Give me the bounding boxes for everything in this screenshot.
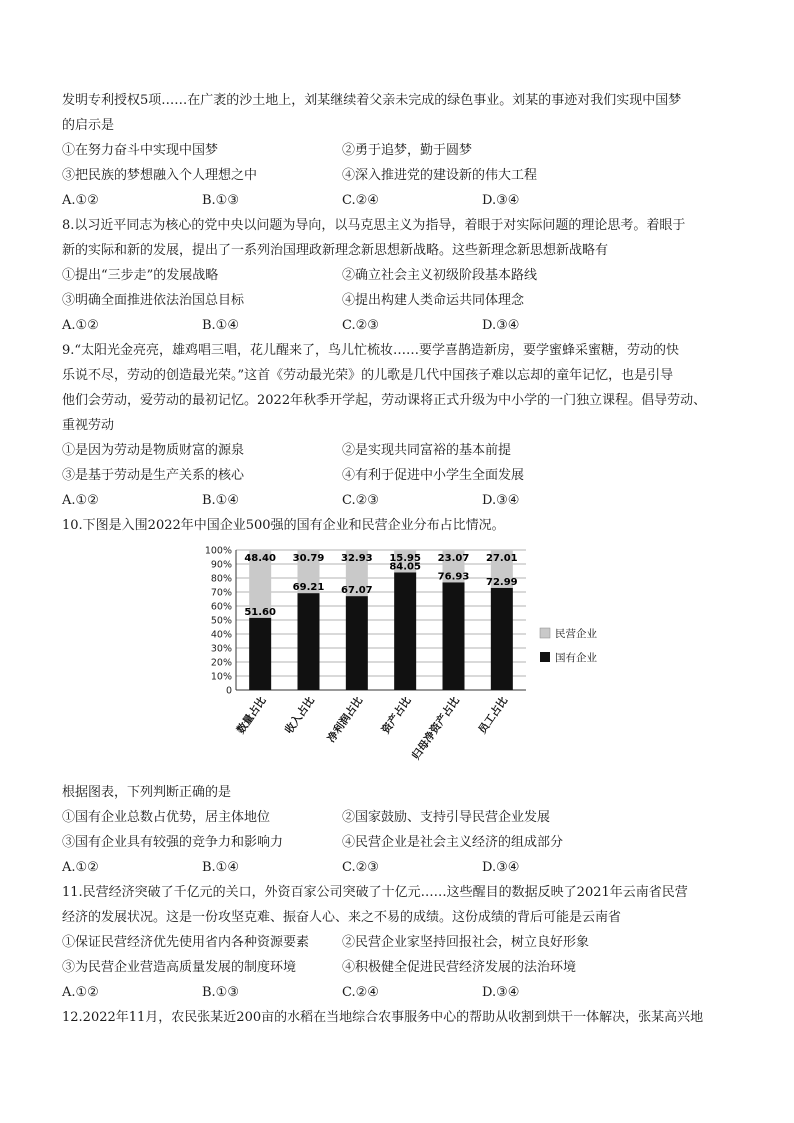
q9-choice-d: D.③④: [482, 493, 520, 508]
q10-choice-d: D.③④: [482, 860, 520, 875]
q10-option-2: ②国家鼓励、支持引导民营企业发展: [342, 810, 551, 825]
q10-choice-a: A.①②: [62, 860, 99, 875]
q8-choice-b: B.①④: [202, 318, 239, 333]
y-tick-label: 50%: [210, 615, 232, 627]
q7-option-3: ③把民族的梦想融入个人理想之中: [62, 168, 258, 183]
q7-choice-b: B.①③: [202, 193, 239, 208]
q7-stem-2: 的启示是: [62, 118, 115, 133]
data-label-state: 51.60: [244, 606, 276, 618]
q12-stem-1: 12.2022年11月，农民张某近200亩的水稻在当地综合农事服务中心的帮助从收割到烘干一体解决，张某高兴地: [62, 1010, 704, 1025]
bar-state-owned: [249, 618, 271, 690]
y-tick-label: 80%: [210, 573, 232, 585]
data-label-state: 69.21: [292, 582, 325, 594]
data-label-private: 15.95: [389, 553, 421, 564]
q9-options-row2: [62, 463, 734, 488]
q7-choice-d: D.③④: [482, 193, 520, 208]
q11-option-3: ③为民营企业营造高质量发展的制度环境: [62, 960, 297, 975]
q9-choice-c: C.②③: [342, 493, 379, 508]
q7-option-1: ①在努力奋斗中实现中国梦: [62, 143, 219, 158]
q9-option-2: ②是实现共同富裕的基本前提: [342, 443, 512, 458]
q11-option-1: ①保证民营经济优先使用省内各种资源要素: [62, 935, 310, 950]
q11-option-2: ②民营企业家坚持回报社会，树立良好形象: [342, 935, 590, 950]
q9-stem-3: 他们会劳动，爱劳动的最初记忆。2022年秋季开学起，劳动课将正式升级为中小学的一门独立课程。倡导劳动、: [62, 393, 707, 408]
q9-choice-a: A.①②: [62, 493, 99, 508]
q8-choices: [62, 313, 734, 338]
q10-choice-c: C.②③: [342, 860, 379, 875]
y-tick-label: 30%: [210, 643, 232, 655]
q9-option-4: ④有利于促进中小学生全面发展: [342, 468, 525, 483]
y-tick-label: 10%: [210, 671, 232, 683]
q8-option-1: ①提出“三步走”的发展战略: [62, 268, 219, 283]
q9-option-3: ③是基于劳动是生产关系的核心: [62, 468, 245, 483]
q9-choices: [62, 488, 734, 513]
x-tick-label: 员工占比: [476, 694, 511, 737]
x-tick-label: 收入占比: [283, 694, 317, 737]
data-label-state: 84.05: [389, 561, 421, 573]
x-tick-label: 数量占比: [234, 694, 269, 737]
q8-option-2: ②确立社会主义初级阶段基本路线: [342, 268, 538, 283]
bar-state-owned: [346, 596, 368, 690]
q10-chart-container: [62, 542, 734, 774]
q11-choice-c: C.②④: [342, 985, 379, 1000]
bar-state-owned: [394, 572, 416, 690]
enterprise-share-chart: [198, 542, 618, 774]
y-tick-label: 40%: [210, 629, 232, 641]
q7-choice-c: C.②④: [342, 193, 379, 208]
q11-stem-1: 11.民营经济突破了千亿元的关口，外资百家公司突破了十亿元……这些醒目的数据反映了2021年云南省民营: [62, 885, 688, 900]
q11-choice-b: B.①③: [202, 985, 239, 1000]
q9-stem-2: 乐说不尽，劳动的创造最光荣。”这首《劳动最光荣》的儿歌是几代中国孩子难以忘却的童年记忆，也是引导: [62, 368, 674, 383]
q8-choice-c: C.②③: [342, 318, 379, 333]
q7-choice-a: A.①②: [62, 193, 99, 208]
data-label-private: 27.01: [486, 553, 518, 564]
q7-option-4: ④深入推进党的建设新的伟大工程: [342, 168, 538, 183]
x-tick-label: 净利润占比: [325, 694, 366, 745]
q9-stem-1: 9.“太阳光金亮亮，雄鸡唱三唱，花儿醒来了，鸟儿忙梳妆……要学喜鹊造新房，要学蜜蜂采蜜糖，劳动的快: [62, 343, 680, 358]
y-tick-label: 100%: [204, 545, 232, 557]
q11-choice-d: D.③④: [482, 985, 520, 1000]
legend-label-state: 国有企业: [555, 652, 597, 664]
q9-choice-b: B.①④: [202, 493, 239, 508]
q7-option-2: ②勇于追梦，勤于圆梦: [342, 143, 473, 158]
q7-options-row2: [62, 163, 734, 188]
q8-options-row1: [62, 263, 734, 288]
bar-state-owned: [491, 588, 513, 690]
data-label-state: 67.07: [341, 585, 373, 597]
q11-option-4: ④积极健全促进民营经济发展的法治环境: [342, 960, 577, 975]
x-tick-label: 归母净资产占比: [409, 694, 462, 762]
q10-options-row1: [62, 805, 734, 830]
q8-choice-d: D.③④: [482, 318, 520, 333]
q10-after: 根据图表，下列判断正确的是: [62, 785, 232, 800]
q11-stem-2: 经济的发展状况。这是一份攻坚克难、振奋人心、来之不易的成绩。这份成绩的背后可能是云南省: [62, 910, 622, 925]
q9-options-row1: [62, 438, 734, 463]
q10-options-row2: [62, 830, 734, 855]
q11-options-row2: [62, 955, 734, 980]
y-tick-label: 20%: [210, 657, 232, 669]
q11-choices: [62, 980, 734, 1005]
q9-stem-4: 重视劳动: [62, 418, 115, 433]
data-label-private: 30.79: [292, 553, 325, 564]
q8-option-3: ③明确全面推进依法治国总目标: [62, 293, 245, 308]
q8-stem-2: 新的实际和新的发展，提出了一系列治国理政新理念新思想新战略。这些新理念新思想新战略有: [62, 243, 609, 258]
q10-choice-b: B.①④: [202, 860, 239, 875]
q10-stem: 10.下图是入围2022年中国企业500强的国有企业和民营企业分布占比情况。: [62, 518, 505, 533]
exam-page: [62, 88, 734, 1030]
y-tick-label: 0: [225, 685, 232, 697]
q8-stem-1: 8.以习近平同志为核心的党中央以问题为导向，以马克思主义为指导，着眼于对实际问题的理论思考。着眼于: [62, 218, 686, 233]
data-label-private: 32.93: [341, 553, 373, 564]
legend-swatch-private: [540, 628, 550, 638]
y-tick-label: 60%: [210, 601, 232, 613]
q9-option-1: ①是因为劳动是物质财富的源泉: [62, 443, 245, 458]
legend-label-private: 民营企业: [555, 628, 597, 640]
data-label-private: 48.40: [244, 553, 276, 564]
q7-choices: [62, 188, 734, 213]
q10-option-4: ④民营企业是社会主义经济的组成部分: [342, 835, 564, 850]
q8-options-row2: [62, 288, 734, 313]
q7-options-row1: [62, 138, 734, 163]
q11-choice-a: A.①②: [62, 985, 99, 1000]
q8-option-4: ④提出构建人类命运共同体理念: [342, 293, 525, 308]
q10-option-1: ①国有企业总数占优势，居主体地位: [62, 810, 271, 825]
bar-state-owned: [298, 593, 320, 690]
q7-stem-1: 发明专利授权5项……在广袤的沙土地上，刘某继续着父亲未完成的绿色事业。刘某的事迹对我们实现中国梦: [62, 93, 682, 108]
q11-options-row1: [62, 930, 734, 955]
y-tick-label: 70%: [210, 587, 232, 599]
legend-swatch-state: [540, 652, 550, 662]
q10-option-3: ③国有企业具有较强的竞争力和影响力: [62, 835, 284, 850]
data-label-private: 23.07: [437, 553, 470, 564]
data-label-state: 76.93: [437, 571, 470, 583]
q8-choice-a: A.①②: [62, 318, 99, 333]
bar-state-owned: [443, 582, 465, 690]
q10-choices: [62, 855, 734, 880]
x-tick-label: 资产占比: [379, 694, 414, 737]
y-tick-label: 90%: [210, 559, 232, 571]
data-label-state: 72.99: [486, 576, 518, 588]
